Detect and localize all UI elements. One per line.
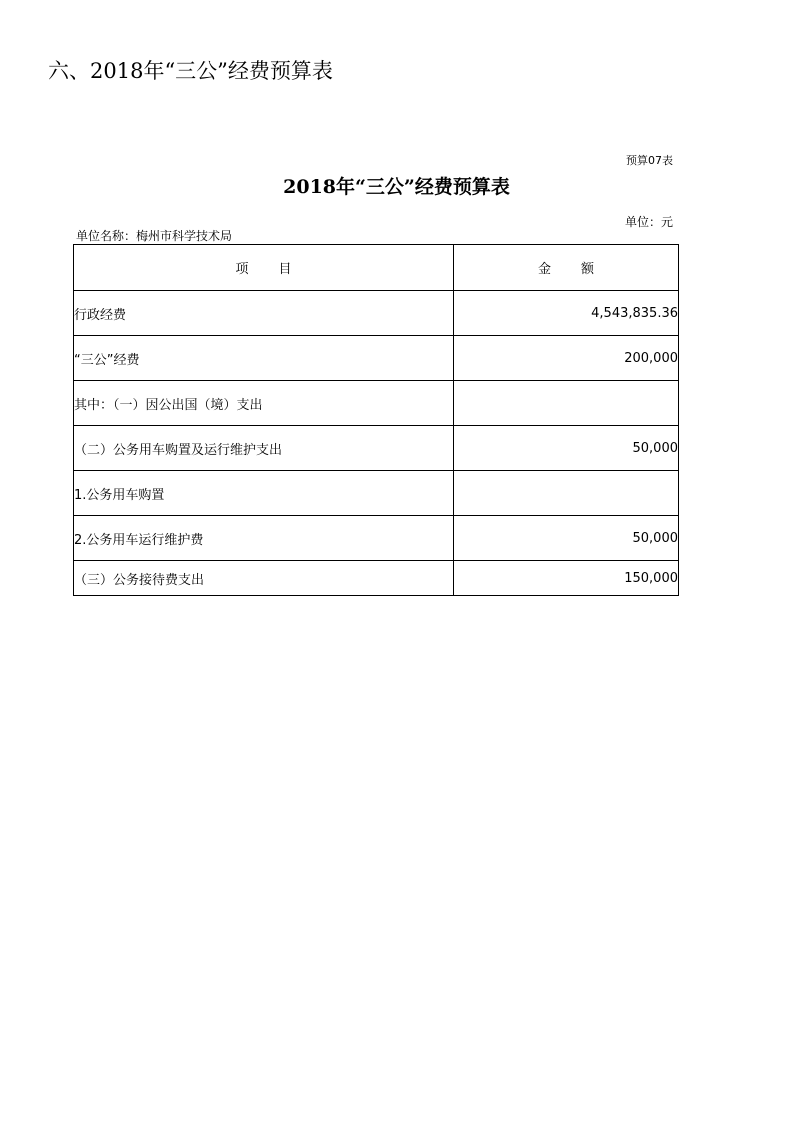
header-item-char-1: 项 [235,262,249,277]
table-row [74,336,679,381]
table-row [74,291,679,336]
section-heading: 六、2018年“三公”经费预算表 [48,59,333,83]
header-amount-char-2: 额 [581,262,595,277]
table-header-row [74,245,679,291]
row-item: 1.公务用车购置 [74,471,454,516]
table-row [74,561,679,596]
row-item: （三）公务接待费支出 [74,561,454,596]
row-item: 2.公务用车运行维护费 [74,516,454,561]
row-amount: 50,000 [454,516,679,561]
table-title: 2018年“三公”经费预算表 [283,176,510,198]
unit-label: 单位：元 [624,215,673,229]
header-item-char-2: 目 [278,262,292,277]
table-row [74,426,679,471]
org-label: 单位名称：梅州市科学技术局 [76,229,233,243]
row-item: 行政经费 [74,291,454,336]
table-row [74,381,679,426]
row-item: 其中：（一）因公出国（境）支出 [74,381,454,426]
row-amount: 4,543,835.36 [454,291,679,336]
header-item [74,245,454,291]
row-item: （二）公务用车购置及运行维护支出 [74,426,454,471]
budget-table [73,244,679,596]
table-row [74,471,679,516]
row-amount: 150,000 [454,561,679,596]
form-code: 预算07表 [626,154,673,167]
row-item: “三公”经费 [74,336,454,381]
row-amount [454,471,679,516]
row-amount: 200,000 [454,336,679,381]
row-amount: 50,000 [454,426,679,471]
row-amount [454,381,679,426]
header-amount-char-1: 金 [537,262,551,277]
table-row [74,516,679,561]
header-amount [454,245,679,291]
